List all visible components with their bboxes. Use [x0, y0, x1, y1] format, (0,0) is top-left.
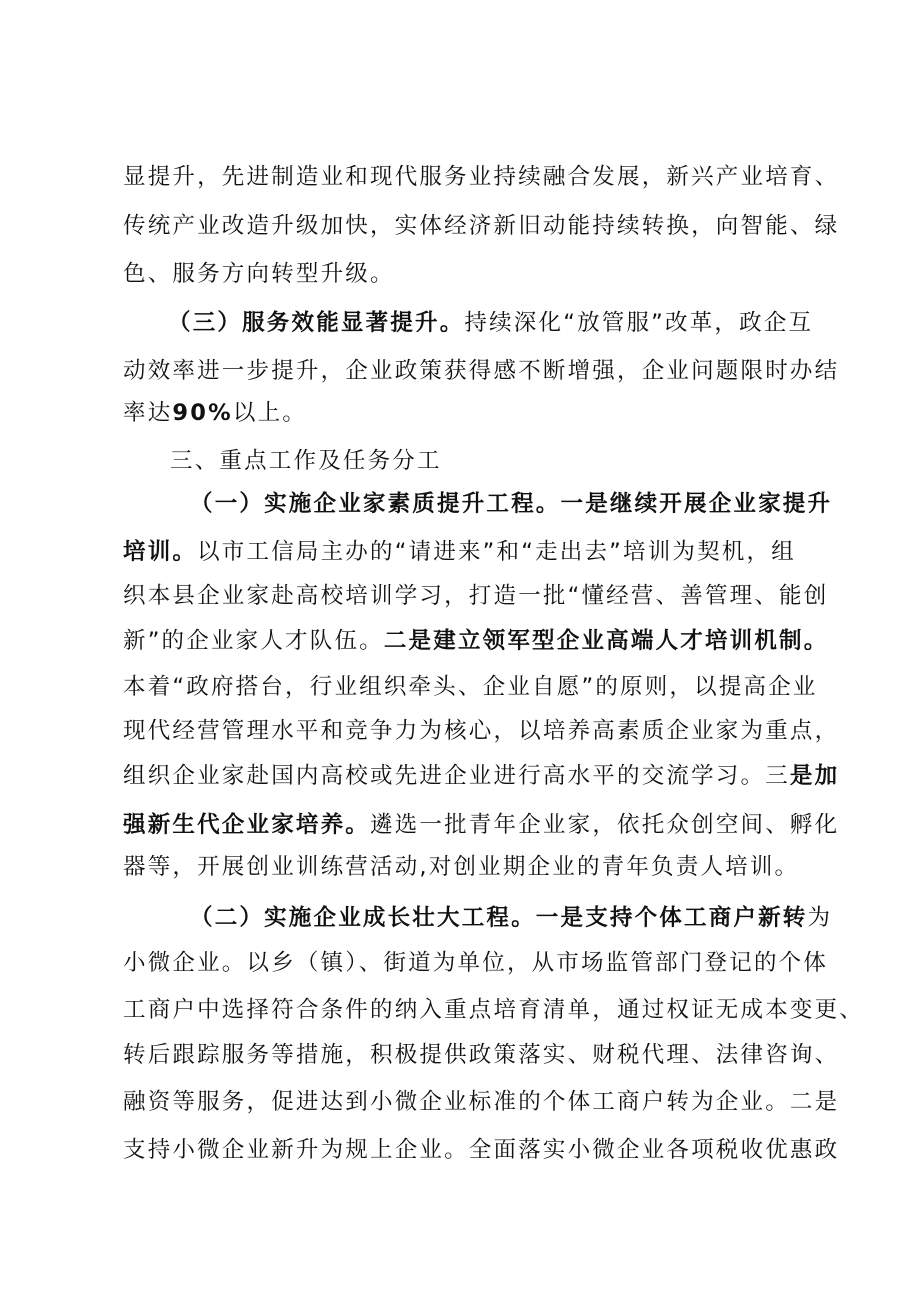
bold-run: 强新生代企业家培养。	[123, 812, 371, 838]
text-run: 遴选一批青年企业家，依托众创空间、孵化	[370, 812, 840, 838]
text-run: 织本县企业家赴高校培训学习，打造一批“懂经营、善管理、能创	[123, 583, 829, 609]
paragraph-line-19	[123, 995, 864, 1025]
text-run: 本着“政府搭台，行业组织牵头、企业自愿”的原则，以提高企业	[123, 674, 818, 700]
paragraph-line-8	[190, 489, 832, 519]
paragraph-line-9	[123, 537, 796, 567]
bold-run: 培训。	[123, 539, 198, 565]
paragraph-line-5	[123, 356, 839, 386]
paragraph-line-14	[123, 761, 839, 791]
paragraph-line-18	[123, 948, 828, 978]
text-run: 融资等服务，促进达到小微企业标准的个体工商户转为企业。二是	[123, 1089, 840, 1115]
bold-run: 是加	[789, 763, 840, 789]
text-run: 动效率进一步提升，企业政策获得感不断增强，企业问题限时办结	[123, 358, 840, 384]
paragraph-line-3	[123, 259, 395, 289]
paragraph-line-1	[123, 162, 839, 192]
text-run: 新”的企业家人才队伍。	[123, 628, 384, 654]
text-run: 率达	[123, 400, 173, 426]
paragraph-line-16	[123, 852, 799, 882]
percentage-value: 90%	[172, 400, 233, 426]
text-run: 小微企业。以乡（镇）、街道为单位，从市场监管部门登记的个体	[123, 950, 829, 976]
paragraph-line-4	[168, 308, 813, 338]
paragraph-line-13	[123, 716, 839, 746]
paragraph-line-12	[123, 672, 818, 702]
paragraph-line-2	[123, 211, 839, 241]
text-run: 传统产业改造升级加快，实体经济新旧动能持续转换，向智能、绿	[123, 213, 840, 239]
paragraph-line-17	[190, 903, 832, 933]
text-run: 工商户中选择符合条件的纳入重点培育清单，通过权证无成本变更、	[123, 997, 865, 1023]
paragraph-line-21	[123, 1087, 839, 1117]
paragraph-line-15	[123, 810, 839, 840]
text-run: 器等，开展创业训练营活动,对创业期企业的青年负责人培训。	[123, 854, 800, 880]
text-run: 色、服务方向转型升级。	[123, 261, 395, 287]
bold-heading-run: （一）实施企业家素质提升工程。一是继续开展企业家提升	[190, 491, 833, 517]
paragraph-line-10	[123, 581, 828, 611]
section-heading	[170, 446, 442, 476]
text-run: 持续深化“放管服”改革，政企互	[464, 310, 814, 336]
text-run: 现代经营管理水平和竞争力为核心，以培养高素质企业家为重点，	[123, 718, 840, 744]
paragraph-line-22	[123, 1135, 839, 1165]
text-run: 为	[807, 905, 833, 931]
bold-heading-run: （三）服务效能显著提升。	[168, 310, 465, 336]
text-run: 显提升，先进制造业和现代服务业持续融合发展，新兴产业培育、	[123, 164, 840, 190]
text-run: 组织企业家赴国内高校或先进企业进行高水平的交流学习。三	[123, 763, 790, 789]
text-run: 支持小微企业新升为规上企业。全面落实小微企业各项税收优惠政	[123, 1137, 840, 1163]
paragraph-line-6	[123, 398, 307, 428]
paragraph-line-11	[123, 626, 828, 656]
text-run: 以上。	[232, 400, 307, 426]
text-run: 以市工信局主办的“请进来”和“走出去”培训为契机，组	[197, 539, 796, 565]
bold-run: 二是建立领军型企业高端人才培训机制。	[383, 628, 829, 654]
paragraph-line-20	[123, 1040, 839, 1070]
text-run: 三、重点工作及任务分工	[170, 448, 442, 474]
text-run: 转后跟踪服务等措施，积极提供政策落实、财税代理、法律咨询、	[123, 1042, 840, 1068]
bold-heading-run: （二）实施企业成长壮大工程。一是支持个体工商户新转	[190, 905, 808, 931]
